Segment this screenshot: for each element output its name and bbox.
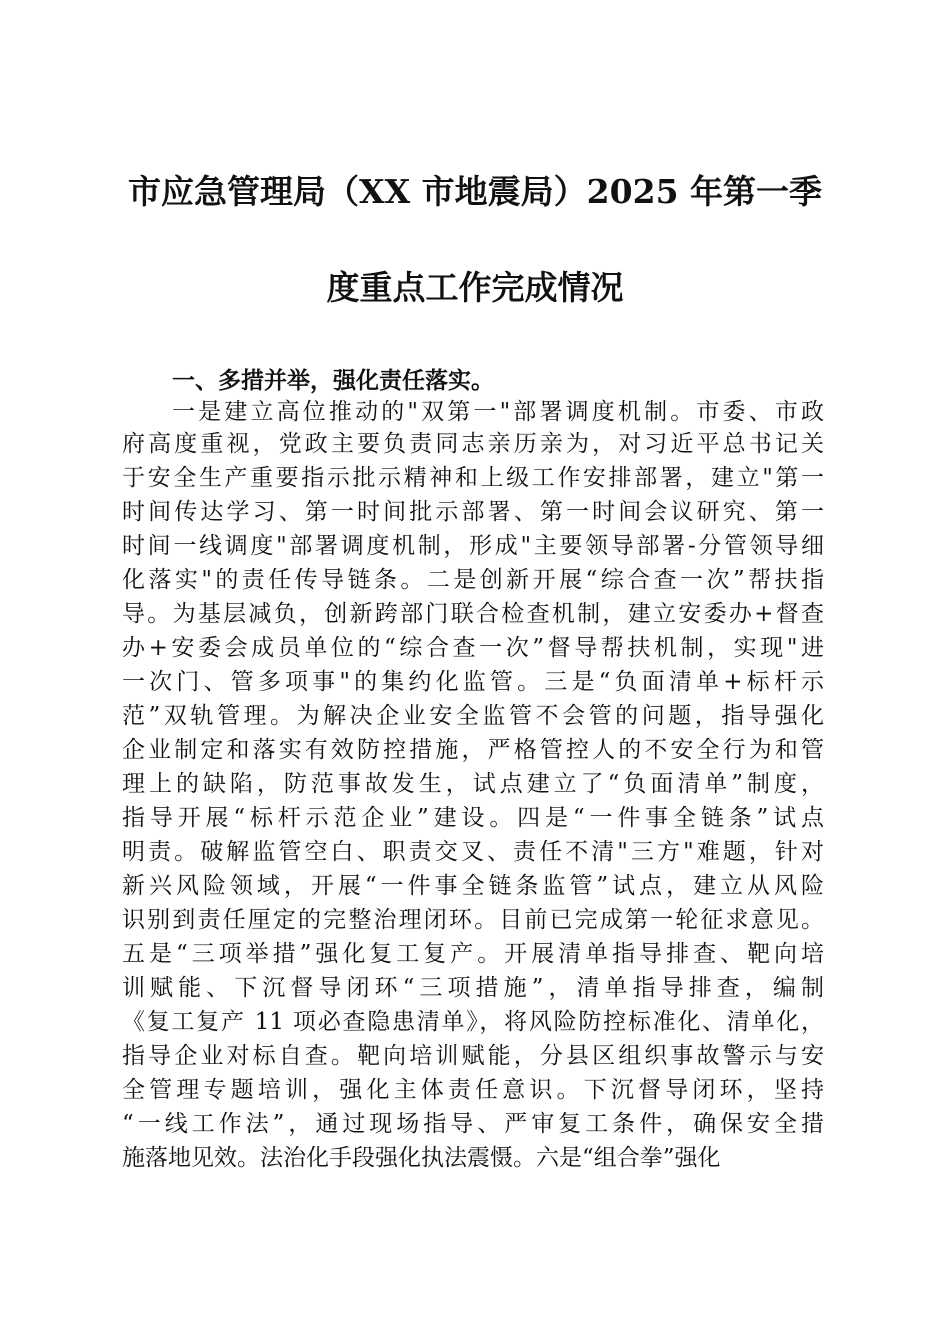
body-line: 识别到责任厘定的完整治理闭环。目前已完成第一轮征求意见。 — [122, 907, 824, 933]
body-line: 于安全生产重要指示批示精神和上级工作安排部署，建立"第一 — [122, 465, 824, 491]
body-line: 指导开展“标杆示范企业”建设。四是“一件事全链条”试点 — [122, 805, 824, 831]
body-line: 训赋能、下沉督导闭环“三项措施”，清单指导排查，编制 — [122, 975, 824, 1001]
body-line: 一次门、管多项事"的集约化监管。三是“负面清单+标杆示 — [122, 669, 824, 695]
body-line: 施落地见效。法治化手段强化执法震慑。六是“组合拳”强化 — [122, 1145, 721, 1171]
body-line: 《复工复产 11 项必查隐患清单》，将风险防控标准化、清单化， — [122, 1009, 824, 1035]
body-line: 范”双轨管理。为解决企业安全监管不会管的问题，指导强化 — [122, 703, 824, 729]
body-line: 时间传达学习、第一时间批示部署、第一时间会议研究、第一 — [122, 499, 824, 525]
body-line: 时间一线调度"部署调度机制，形成"主要领导部署-分管领导细 — [122, 533, 824, 559]
body-line: 导。为基层减负，创新跨部门联合检查机制，建立安委办+督查 — [122, 601, 824, 627]
body-line: 府高度重视，党政主要负责同志亲历亲为，对习近平总书记关 — [122, 431, 824, 457]
body-line: 办+安委会成员单位的“综合查一次”督导帮扶机制，实现"进 — [122, 635, 824, 661]
body-line: 指导企业对标自查。靶向培训赋能，分县区组织事故警示与安 — [122, 1043, 824, 1069]
body-line: 理上的缺陷，防范事故发生，试点建立了“负面清单”制度， — [122, 771, 824, 797]
body-line: 化落实"的责任传导链条。二是创新开展“综合查一次”帮扶指 — [122, 567, 824, 593]
body-line: 明责。破解监管空白、职责交叉、责任不清"三方"难题，针对 — [122, 839, 824, 865]
body-line: 一是建立高位推动的"双第一"部署调度机制。市委、市政 — [172, 399, 824, 425]
body-line: 新兴风险领域，开展“一件事全链条监管”试点，建立从风险 — [122, 873, 824, 899]
body-line: 全管理专题培训，强化主体责任意识。下沉督导闭环，坚持 — [122, 1077, 824, 1103]
section-heading: 一、多措并举，强化责任落实。 — [172, 368, 494, 394]
body-line: “一线工作法”，通过现场指导、严审复工条件，确保安全措 — [122, 1111, 824, 1137]
document-title-line-2: 度重点工作完成情况 — [326, 268, 624, 307]
body-line: 五是“三项举措”强化复工复产。开展清单指导排查、靶向培 — [122, 941, 824, 967]
body-line: 企业制定和落实有效防控措施，严格管控人的不安全行为和管 — [122, 737, 824, 763]
document-title-line-1: 市应急管理局（XX 市地震局）2025 年第一季 — [127, 172, 823, 211]
